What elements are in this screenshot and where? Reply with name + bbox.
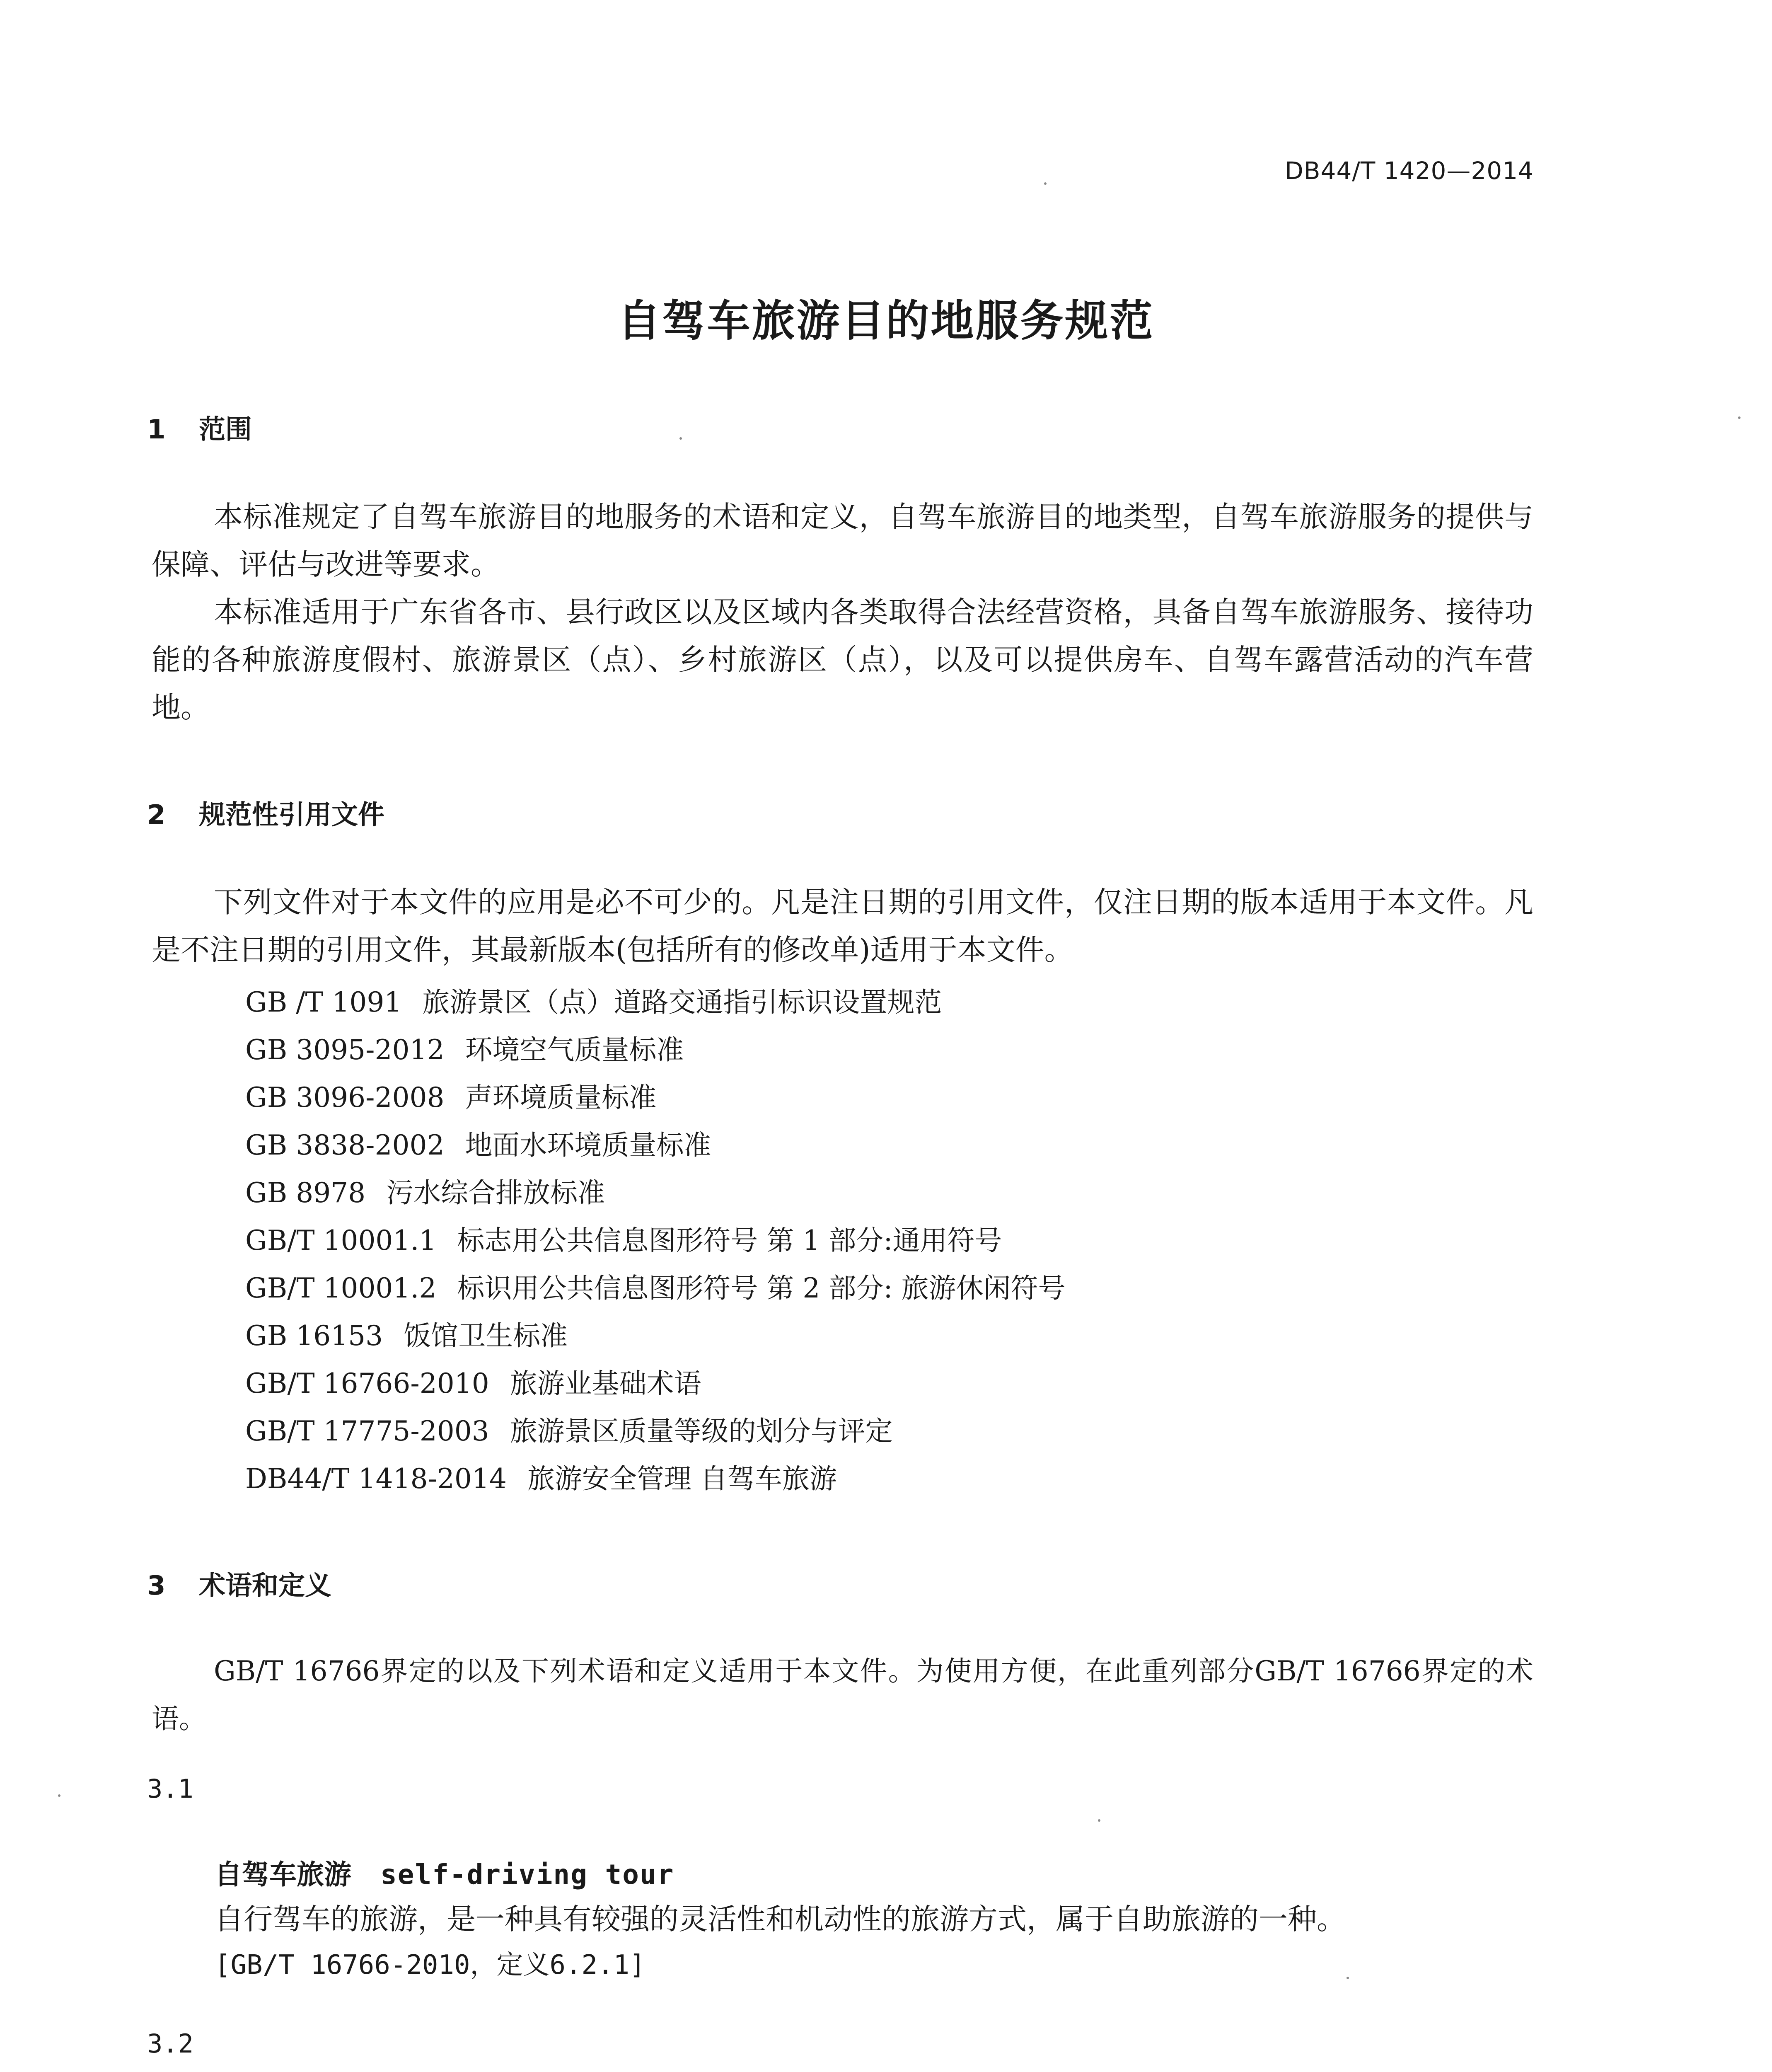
section-3-heading bbox=[147, 1564, 331, 1602]
section-title: 术语和定义 bbox=[199, 1571, 331, 1601]
scan-speck bbox=[1347, 1977, 1349, 1979]
term-chinese: 自驾车旅游 bbox=[215, 1859, 351, 1890]
section-1-paragraph-applicability: 本标准适用于广东省各市、县行政区以及区域内各类取得合法经营资格，具备自驾车旅游服务、接待功能的各种旅游度假村、旅游景区（点）、乡村旅游区（点），以及可以提供房车、自驾车露营活动的汽车营地。 bbox=[152, 595, 1533, 724]
reference-item bbox=[245, 1218, 1002, 1258]
scan-speck bbox=[1044, 182, 1047, 185]
reference-item bbox=[245, 1361, 701, 1401]
reference-code: GB/T 10001.2 bbox=[245, 1272, 437, 1304]
reference-title: 旅游业基础术语 bbox=[510, 1368, 701, 1399]
section-1-paragraph-scope: 本标准规定了自驾车旅游目的地服务的术语和定义，自驾车旅游目的地类型，自驾车旅游服务的提供与保障、评估与改进等要求。 bbox=[152, 500, 1533, 581]
term-english: self-driving tour bbox=[380, 1859, 674, 1890]
reference-item bbox=[245, 1457, 837, 1496]
reference-code: GB 3838-2002 bbox=[245, 1129, 445, 1161]
section-title: 范围 bbox=[199, 414, 252, 445]
section-number: 1 bbox=[147, 414, 166, 445]
section-title: 规范性引用文件 bbox=[199, 800, 384, 830]
reference-code: GB 3095-2012 bbox=[245, 1034, 445, 1066]
reference-item bbox=[245, 1266, 1066, 1305]
reference-code: GB/T 16766-2010 bbox=[245, 1368, 489, 1399]
reference-item bbox=[245, 1171, 605, 1210]
reference-title: 旅游安全管理 自驾车旅游 bbox=[527, 1463, 837, 1495]
reference-code: GB 8978 bbox=[245, 1177, 366, 1209]
reference-item bbox=[245, 1409, 893, 1448]
section-number: 3 bbox=[147, 1571, 166, 1601]
reference-title: 声环境质量标准 bbox=[465, 1082, 657, 1113]
reference-item bbox=[245, 1075, 656, 1115]
section-number: 2 bbox=[147, 800, 166, 830]
scan-speck bbox=[58, 1794, 60, 1797]
reference-title: 污水综合排放标准 bbox=[386, 1177, 605, 1209]
reference-title: 旅游景区质量等级的划分与评定 bbox=[510, 1415, 893, 1447]
clause-number: 3.2 bbox=[147, 2028, 193, 2059]
reference-item bbox=[245, 980, 942, 1019]
document-title: 自驾车旅游目的地服务规范 bbox=[617, 295, 1155, 346]
section-2-intro: 下列文件对于本文件的应用是必不可少的。凡是注日期的引用文件，仅注日期的版本适用于本文件。凡是不注日期的引用文件，其最新版本(包括所有的修改单)适用于本文件。 bbox=[152, 885, 1533, 967]
term-heading bbox=[215, 1852, 674, 1892]
clause-number: 3.1 bbox=[147, 1774, 193, 1804]
reference-title: 标志用公共信息图形符号 第 1 部分:通用符号 bbox=[457, 1225, 1002, 1256]
reference-title: 饭馆卫生标准 bbox=[404, 1320, 568, 1352]
document-number: DB44/T 1420—2014 bbox=[1285, 157, 1534, 185]
reference-title: 环境空气质量标准 bbox=[465, 1034, 684, 1066]
term-source: [GB/T 16766-2010，定义6.2.1] bbox=[215, 1950, 645, 1980]
scan-speck bbox=[1098, 1819, 1100, 1822]
scan-speck bbox=[1738, 416, 1741, 419]
reference-title: 标识用公共信息图形符号 第 2 部分: 旅游休闲符号 bbox=[457, 1272, 1066, 1304]
reference-code: GB 3096-2008 bbox=[245, 1082, 445, 1113]
reference-code: GB 16153 bbox=[245, 1320, 383, 1352]
reference-item bbox=[245, 1314, 568, 1353]
reference-code: GB/T 10001.1 bbox=[245, 1225, 437, 1256]
reference-code: GB /T 1091 bbox=[245, 986, 402, 1018]
reference-item bbox=[245, 1028, 684, 1067]
reference-title: 旅游景区（点）道路交通指引标识设置规范 bbox=[422, 986, 942, 1018]
reference-code: DB44/T 1418-2014 bbox=[245, 1463, 507, 1495]
section-2-heading bbox=[147, 794, 384, 832]
term-definition: 自行驾车的旅游，是一种具有较强的灵活性和机动性的旅游方式，属于自助旅游的一种。 bbox=[215, 1902, 1346, 1936]
section-3-intro: GB/T 16766界定的以及下列术语和定义适用于本文件。为使用方便，在此重列部分GB/T 16766界定的术语。 bbox=[152, 1655, 1533, 1735]
reference-code: GB/T 17775-2003 bbox=[245, 1415, 489, 1447]
section-1-heading bbox=[147, 408, 252, 446]
reference-title: 地面水环境质量标准 bbox=[465, 1129, 711, 1161]
reference-item bbox=[245, 1123, 711, 1162]
scan-speck bbox=[679, 437, 682, 440]
